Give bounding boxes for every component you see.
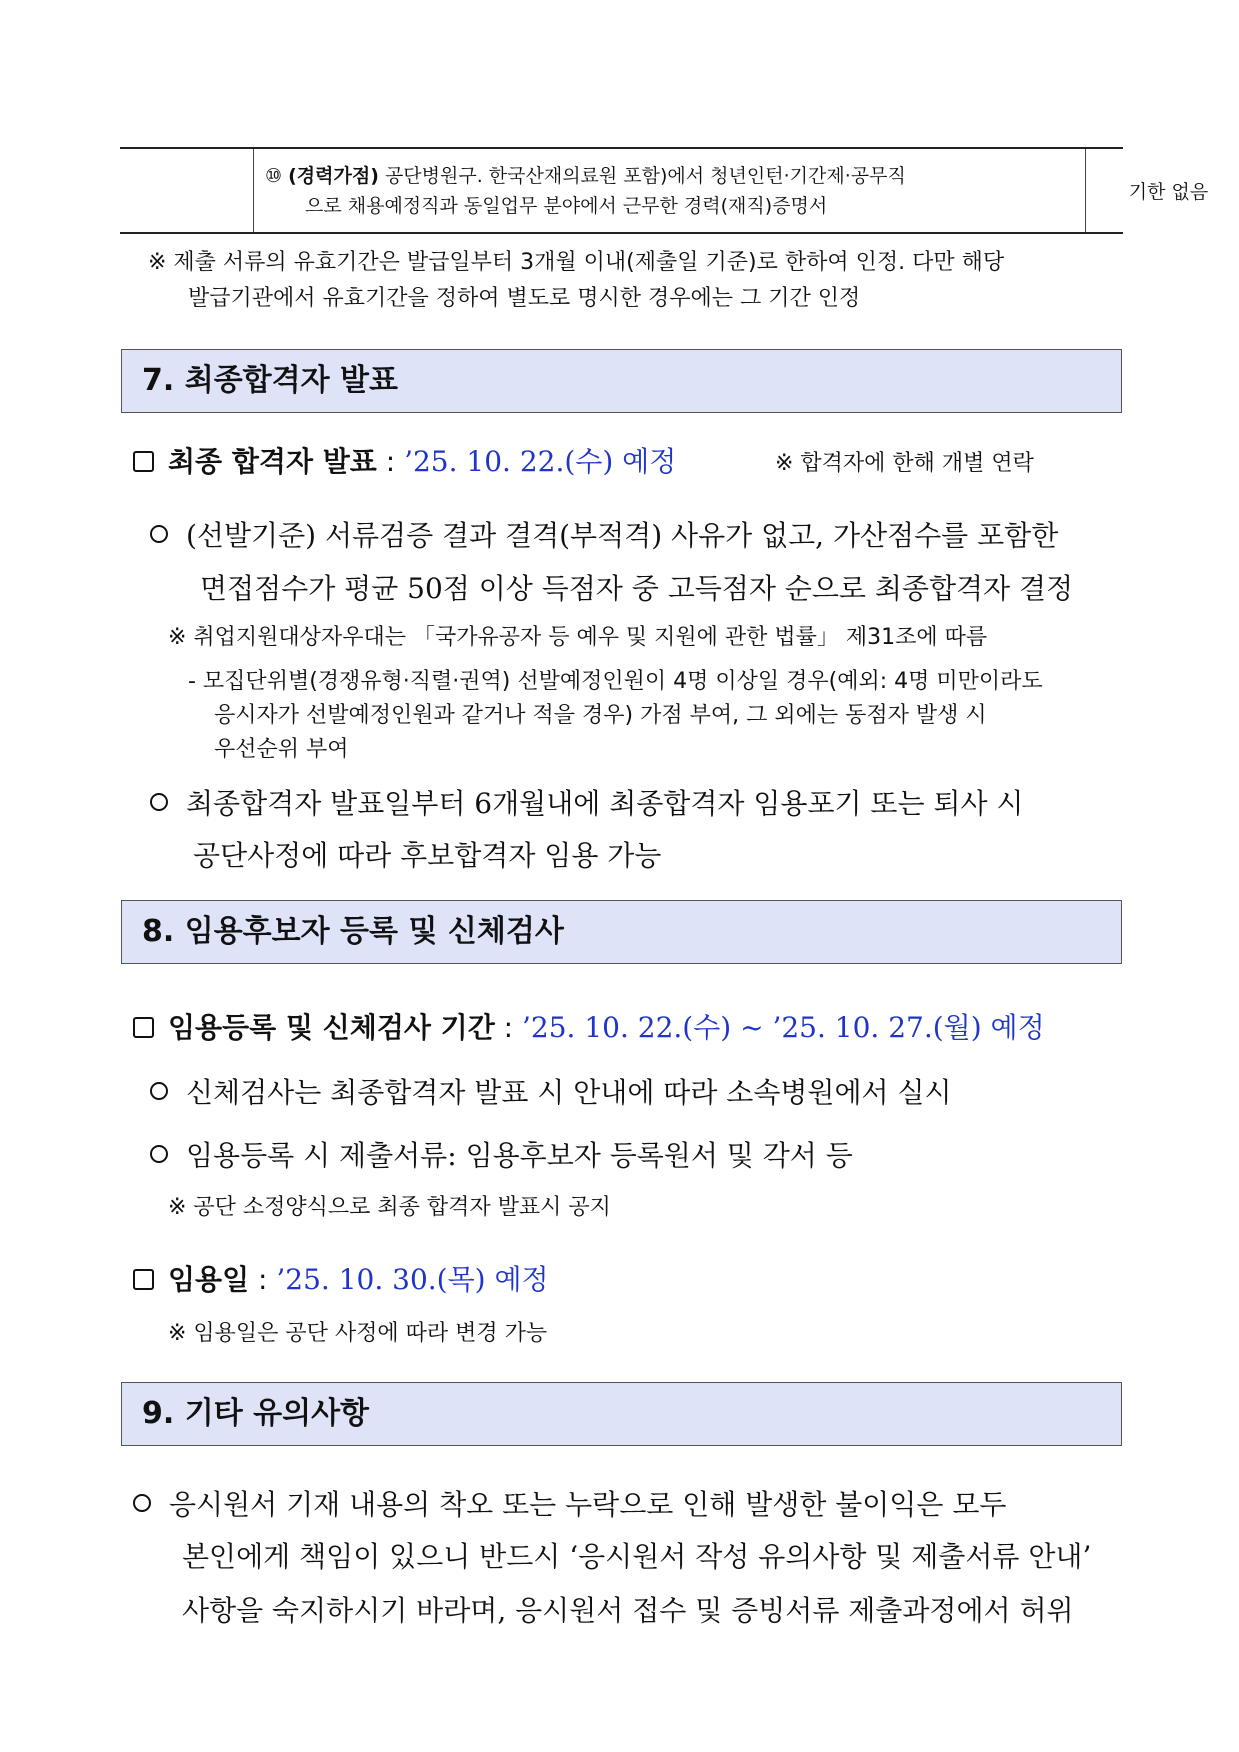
period-label: 임용등록 및 신체검사 기간: [168, 1011, 495, 1044]
item-number: ⑩: [265, 165, 283, 187]
section7-announce: [133, 440, 676, 480]
table-empty-cell: [120, 149, 254, 232]
criteria-line2: 면접점수가 평균 50점 이상 득점자 중 고득점자 순으로 최종합격자 결정: [200, 572, 1074, 605]
circle-bullet-icon: [150, 525, 168, 543]
appoint-note: ※ 임용일은 공단 사정에 따라 변경 가능: [168, 1321, 548, 1346]
announce-note: ※ 합격자에 한해 개별 연락: [775, 451, 1034, 476]
circle-bullet-icon: [150, 1082, 168, 1100]
checkbox-square-icon: [133, 1017, 154, 1038]
announce-label: 최종 합격자 발표: [168, 445, 377, 478]
item-bold-label: (경력가점): [288, 165, 379, 187]
appoint-separator: :: [249, 1263, 277, 1296]
circle-bullet-icon: [150, 793, 168, 811]
docs-line: [150, 1134, 853, 1174]
notice-line3: 사항을 숙지하시기 바라며, 응시원서 접수 및 증빙서류 제출과정에서 허위: [182, 1594, 1074, 1627]
notice-text1: 응시원서 기재 내용의 착오 또는 누락으로 인해 발생한 불이익은 모두: [169, 1488, 1007, 1521]
item-text-line1: 공단병원구. 한국산재의료원 포함)에서 청년인턴·기간제·공무직: [384, 165, 906, 187]
section9-heading: 9. 기타 유의사항: [121, 1382, 1122, 1446]
backup-text1: 최종합격자 발표일부터 6개월내에 최종합격자 임용포기 또는 퇴사 시: [186, 787, 1024, 820]
backup-line2: 공단사정에 따라 후보합격자 임용 가능: [193, 839, 662, 872]
period-date: ’25. 10. 22.(수) ~ ’25. 10. 27.(월) 예정: [522, 1011, 1045, 1044]
period-separator: :: [494, 1011, 523, 1044]
section8-heading: 8. 임용후보자 등록 및 신체검사: [121, 900, 1122, 964]
exam-text: 신체검사는 최종합격자 발표 시 안내에 따라 소속병원에서 실시: [186, 1076, 952, 1109]
criteria-line1: [150, 514, 1058, 554]
validity-note-line2: 발급기관에서 유효기간을 정하여 별도로 명시한 경우에는 그 기간 인정: [188, 286, 861, 311]
circle-bullet-icon: [150, 1145, 168, 1163]
checkbox-square-icon: [133, 451, 154, 472]
appoint-label: 임용일: [168, 1263, 250, 1296]
table-deadline-cell: 기한 없음: [1128, 181, 1209, 203]
table-content-cell: [253, 149, 1086, 232]
announce-date: ’25. 10. 22.(수) 예정: [404, 445, 677, 478]
circle-bullet-icon: [133, 1494, 151, 1512]
exam-line: [150, 1071, 952, 1111]
appoint-line: [133, 1258, 549, 1298]
checkbox-square-icon: [133, 1269, 154, 1290]
document-table-row: [120, 147, 1209, 234]
section7-heading: 7. 최종합격자 발표: [121, 349, 1122, 413]
validity-note-line1: ※ 제출 서류의 유효기간은 발급일부터 3개월 이내(제출일 기준)로 한하여 인정. 다만 해당: [148, 250, 1005, 275]
preference-note: ※ 취업지원대상자우대는 「국가유공자 등 예우 및 지원에 관한 법률」 제31조에 따름: [168, 625, 988, 650]
period-line: [133, 1006, 1045, 1046]
docs-note: ※ 공단 소정양식으로 최종 합격자 발표시 공지: [168, 1195, 611, 1220]
backup-line1: [150, 782, 1023, 822]
notice-line2: 본인에게 책임이 있으니 반드시 ‘응시원서 작성 유의사항 및 제출서류 안내’: [182, 1540, 1092, 1573]
announce-separator: :: [376, 445, 405, 478]
preference-sub3: 우선순위 부여: [214, 737, 349, 762]
criteria-text1: (선발기준) 서류검증 결과 결격(부적격) 사유가 없고, 가산점수를 포함한: [186, 519, 1059, 552]
appoint-date: ’25. 10. 30.(목) 예정: [276, 1263, 549, 1296]
notice-line1: [133, 1483, 1006, 1523]
item-text-line2: 으로 채용예정직과 동일업무 분야에서 근무한 경력(재직)증명서: [305, 195, 828, 217]
docs-text: 임용등록 시 제출서류: 임용후보자 등록원서 및 각서 등: [186, 1139, 853, 1172]
preference-sub2: 응시자가 선발예정인원과 같거나 적을 경우) 가점 부여, 그 외에는 동점자 발생 시: [214, 703, 987, 728]
preference-sub1: - 모집단위별(경쟁유형·직렬·권역) 선발예정인원이 4명 이상일 경우(예외: 4명 미만이라도: [188, 669, 1043, 694]
